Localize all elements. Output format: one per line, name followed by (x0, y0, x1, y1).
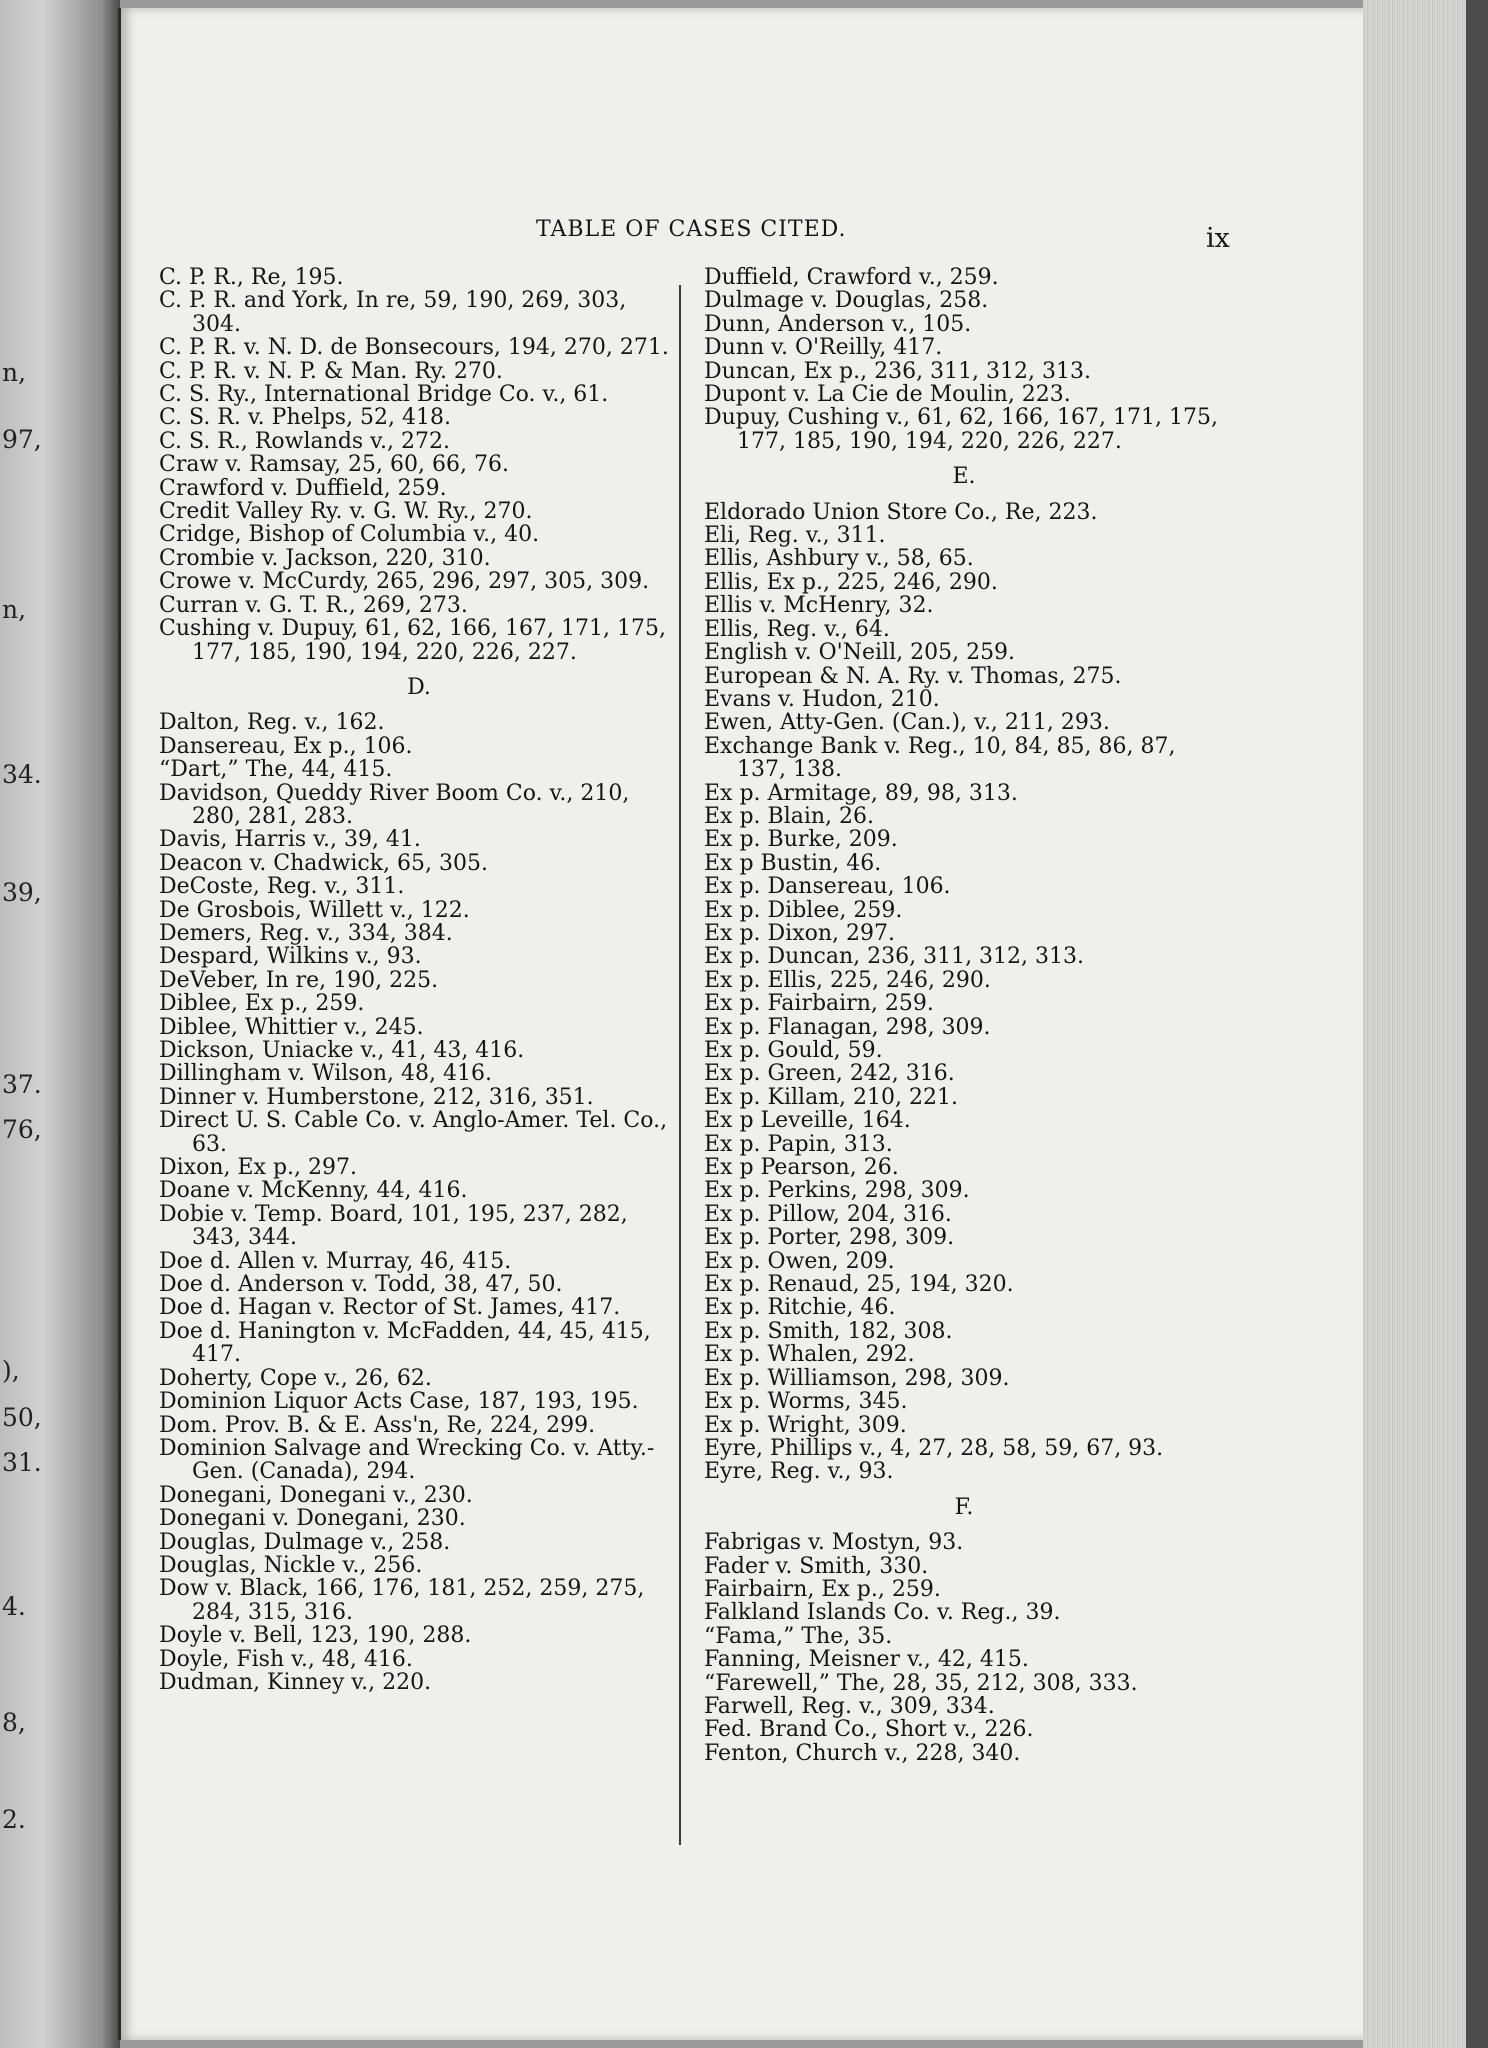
case-entry: Crombie v. Jackson, 220, 310. (159, 545, 491, 571)
case-entry: DeVeber, In re, 190, 225. (159, 967, 439, 993)
case-entry: Douglas, Dulmage v., 258. (159, 1529, 451, 1555)
case-entry: DeCoste, Reg. v., 311. (159, 874, 405, 900)
case-entry: Diblee, Ex p., 259. (159, 991, 365, 1017)
case-entry: Douglas, Nickle v., 256. (159, 1552, 423, 1578)
case-entry: Fed. Brand Co., Short v., 226. (704, 1717, 1034, 1743)
case-entry: Fabrigas v. Mostyn, 93. (704, 1530, 964, 1556)
case-entry: C. S. R. v. Phelps, 52, 418. (159, 405, 452, 431)
case-entry: Ex p. Gould, 59. (704, 1038, 883, 1063)
case-entry: Ex p. Flanagan, 298, 309. (704, 1014, 991, 1040)
case-entry: Ex p. Killam, 210, 221. (704, 1084, 958, 1110)
case-entry: C. P. R. v. N. P. & Man. Ry. 270. (159, 358, 503, 384)
previous-page-edge (0, 0, 120, 2048)
case-entry: Ex p. Williamson, 298, 309. (704, 1365, 1010, 1391)
case-entry: Dalton, Reg. v., 162. (159, 710, 385, 736)
case-entry: Crowe v. McCurdy, 265, 296, 297, 305, 309. (159, 569, 650, 595)
case-entry: Donegani v. Donegani, 230. (159, 1506, 466, 1532)
case-entry: Curran v. G. T. R., 269, 273. (159, 592, 468, 618)
case-entry: Credit Valley Ry. v. G. W. Ry., 270. (159, 499, 533, 525)
margin-fragment: 2. (2, 1805, 26, 1834)
case-entry: Ex p. Wright, 309. (704, 1412, 907, 1438)
case-entry: C. P. R. and York, In re, 59, 190, 269, 303, 304. (159, 288, 627, 337)
case-entry: Fairbairn, Ex p., 259. (704, 1576, 941, 1602)
case-entry: Ex p Bustin, 46. (704, 850, 882, 876)
case-entry: Dulmage v. Douglas, 258. (704, 288, 989, 314)
margin-fragment: n, (2, 595, 27, 624)
case-entry: Dominion Salvage and Wrecking Co. v. Atty.-Gen. (Canada), 294. (159, 1435, 655, 1485)
case-entry: Ex p. Smith, 182, 308. (704, 1318, 953, 1344)
case-entry: Dobie v. Temp. Board, 101, 195, 237, 282, 343, 344. (159, 1201, 628, 1251)
case-entry: English v. O'Neill, 205, 259. (704, 640, 1016, 666)
right-column (704, 266, 1224, 1765)
section-letter: E. (952, 464, 976, 490)
case-entry: Duffield, Crawford v., 259. (704, 265, 999, 290)
case-entry: Doyle v. Bell, 123, 190, 288. (159, 1623, 472, 1649)
case-entry: Farwell, Reg. v., 309, 334. (704, 1693, 995, 1719)
left-column (159, 266, 679, 1694)
case-entry: Diblee, Whittier v., 245. (159, 1014, 424, 1040)
case-entry: “Farewell,” The, 28, 35, 212, 308, 333. (704, 1670, 1138, 1696)
page-number: ix (1206, 223, 1230, 254)
case-entry: Deacon v. Chadwick, 65, 305. (159, 850, 488, 876)
margin-fragment: 39, (2, 878, 42, 907)
margin-fragment: 4. (2, 1592, 26, 1621)
case-entry: Ex p Leveille, 164. (704, 1108, 911, 1134)
case-entry: Doane v. McKenny, 44, 416. (159, 1178, 468, 1204)
margin-fragment: 97, (2, 425, 42, 454)
case-entry: Cushing v. Dupuy, 61, 62, 166, 167, 171, 175, 177, 185, 190, 194, 220, 226, 227. (159, 616, 666, 665)
case-entry: Falkland Islands Co. v. Reg., 39. (704, 1600, 1061, 1626)
case-entry: Ex p. Ritchie, 46. (704, 1295, 896, 1321)
margin-fragment: 34. (2, 760, 42, 789)
case-entry: Dunn v. O'Reilly, 417. (704, 335, 943, 361)
case-entry: Ex p. Armitage, 89, 98, 313. (704, 780, 1018, 806)
case-entry: “Fama,” The, 35. (704, 1623, 893, 1649)
case-entry: Despard, Wilkins v., 93. (159, 944, 422, 970)
case-entry: Ellis, Reg. v., 64. (704, 616, 890, 642)
margin-fragment: 76, (2, 1115, 42, 1144)
case-entry: Ex p. Worms, 345. (704, 1389, 908, 1415)
section-letter: F. (954, 1494, 974, 1520)
case-entry: Ex p. Perkins, 298, 309. (704, 1178, 970, 1204)
case-entry: Dupont v. La Cie de Moulin, 223. (704, 382, 1071, 408)
case-entry: Exchange Bank v. Reg., 10, 84, 85, 86, 87, 137, 138. (704, 733, 1176, 783)
case-entry: Eyre, Reg. v., 93. (704, 1459, 894, 1485)
case-entry: Ex p. Green, 242, 316. (704, 1061, 955, 1087)
case-entry: Doe d. Allen v. Murray, 46, 415. (159, 1248, 512, 1274)
case-entry: Dansereau, Ex p., 106. (159, 733, 413, 759)
margin-fragment: 31. (2, 1448, 42, 1477)
case-entry: Doherty, Cope v., 26, 62. (159, 1365, 432, 1391)
case-entry: Ex p. Fairbairn, 259. (704, 991, 934, 1017)
case-entry: Dominion Liquor Acts Case, 187, 193, 195. (159, 1389, 639, 1415)
case-entry: Evans v. Hudon, 210. (704, 686, 940, 712)
case-entry: Ex p. Renaud, 25, 194, 320. (704, 1272, 1014, 1298)
case-entry: Ex p Pearson, 26. (704, 1155, 899, 1181)
page-title: TABLE OF CASES CITED. (536, 217, 847, 242)
case-entry: Duncan, Ex p., 236, 311, 312, 313. (704, 358, 1092, 384)
case-entry: C. P. R., Re, 195. (159, 265, 344, 290)
case-entry: Ex p. Duncan, 236, 311, 312, 313. (704, 944, 1085, 970)
case-entry: Dinner v. Humberstone, 212, 316, 351. (159, 1084, 594, 1110)
case-entry: Ex p. Burke, 209. (704, 827, 898, 853)
case-entry: Fenton, Church v., 228, 340. (704, 1740, 1021, 1766)
case-entry: De Grosbois, Willett v., 122. (159, 897, 470, 923)
case-entry: Dickson, Uniacke v., 41, 43, 416. (159, 1038, 525, 1063)
case-entry: Doyle, Fish v., 48, 416. (159, 1646, 413, 1672)
margin-fragment: 8, (2, 1708, 26, 1737)
case-entry: Ex p. Pillow, 204, 316. (704, 1201, 952, 1227)
case-entry: Eldorado Union Store Co., Re, 223. (704, 499, 1098, 525)
case-entry: C. S. Ry., International Bridge Co. v., 61. (159, 382, 609, 408)
case-entry: Dom. Prov. B. & E. Ass'n, Re, 224, 299. (159, 1412, 596, 1438)
case-entry: Eyre, Phillips v., 4, 27, 28, 58, 59, 67, 93. (704, 1435, 1164, 1461)
case-entry: Direct U. S. Cable Co. v. Anglo-Amer. Tel. Co., 63. (159, 1108, 668, 1157)
case-entry: “Dart,” The, 44, 415. (159, 757, 393, 783)
case-entry: Doe d. Hagan v. Rector of St. James, 417. (159, 1295, 621, 1321)
case-entry: C. S. R., Rowlands v., 272. (159, 428, 450, 454)
case-entry: Ex p. Porter, 298, 309. (704, 1225, 955, 1251)
case-entry: Ellis, Ashbury v., 58, 65. (704, 546, 974, 572)
margin-fragment: ), (2, 1356, 20, 1385)
case-entry: Davidson, Queddy River Boom Co. v., 210, 280, 281, 283. (159, 780, 630, 829)
case-entry: Doe d. Hanington v. McFadden, 44, 45, 415, 417. (159, 1318, 651, 1368)
margin-fragment: 50, (2, 1403, 42, 1432)
case-entry: C. P. R. v. N. D. de Bonsecours, 194, 270, 271. (159, 335, 669, 361)
case-entry: Eli, Reg. v., 311. (704, 523, 886, 549)
case-entry: Dillingham v. Wilson, 48, 416. (159, 1061, 492, 1087)
case-entry: Ewen, Atty-Gen. (Can.), v., 211, 293. (704, 710, 1110, 736)
case-entry: Cridge, Bishop of Columbia v., 40. (159, 522, 540, 548)
case-entry: Demers, Reg. v., 334, 384. (159, 920, 453, 946)
case-entry: Ex p. Papin, 313. (704, 1131, 893, 1157)
case-entry: Ellis, Ex p., 225, 246, 290. (704, 569, 998, 595)
case-entry: Dudman, Kinney v., 220. (159, 1669, 432, 1695)
case-entry: Dunn, Anderson v., 105. (704, 311, 972, 337)
margin-fragment: 37. (2, 1070, 42, 1099)
case-entry: Dixon, Ex p., 297. (159, 1155, 357, 1181)
case-entry: Ex p. Dixon, 297. (704, 920, 895, 946)
section-letter: D. (407, 674, 431, 700)
margin-fragment: n, (2, 358, 27, 387)
case-entry: Dow v. Black, 166, 176, 181, 252, 259, 275, 284, 315, 316. (159, 1576, 645, 1625)
case-entry: Craw v. Ramsay, 25, 60, 66, 76. (159, 452, 509, 478)
case-entry: Dupuy, Cushing v., 61, 62, 166, 167, 171, 175, 177, 185, 190, 194, 220, 226, 227. (704, 405, 1218, 454)
case-entry: Crawford v. Duffield, 259. (159, 475, 447, 501)
case-entry: Ex p. Dansereau, 106. (704, 874, 951, 900)
case-entry: Ellis v. McHenry, 32. (704, 593, 934, 619)
case-entry: Fader v. Smith, 330. (704, 1553, 929, 1579)
case-entry: Ex p. Diblee, 259. (704, 897, 903, 923)
case-entry: Ex p. Whalen, 292. (704, 1342, 915, 1368)
case-entry: Davis, Harris v., 39, 41. (159, 827, 421, 853)
case-entry: Doe d. Anderson v. Todd, 38, 47, 50. (159, 1272, 563, 1298)
case-entry: Fanning, Meisner v., 42, 415. (704, 1647, 1029, 1673)
case-entry: Donegani, Donegani v., 230. (159, 1482, 473, 1508)
column-divider (679, 285, 681, 1845)
page-edges (1363, 0, 1488, 2048)
case-entry: Ex p. Blain, 26. (704, 803, 875, 829)
case-entry: European & N. A. Ry. v. Thomas, 275. (704, 663, 1122, 689)
case-entry: Ex p. Owen, 209. (704, 1248, 895, 1274)
case-entry: Ex p. Ellis, 225, 246, 290. (704, 967, 991, 993)
